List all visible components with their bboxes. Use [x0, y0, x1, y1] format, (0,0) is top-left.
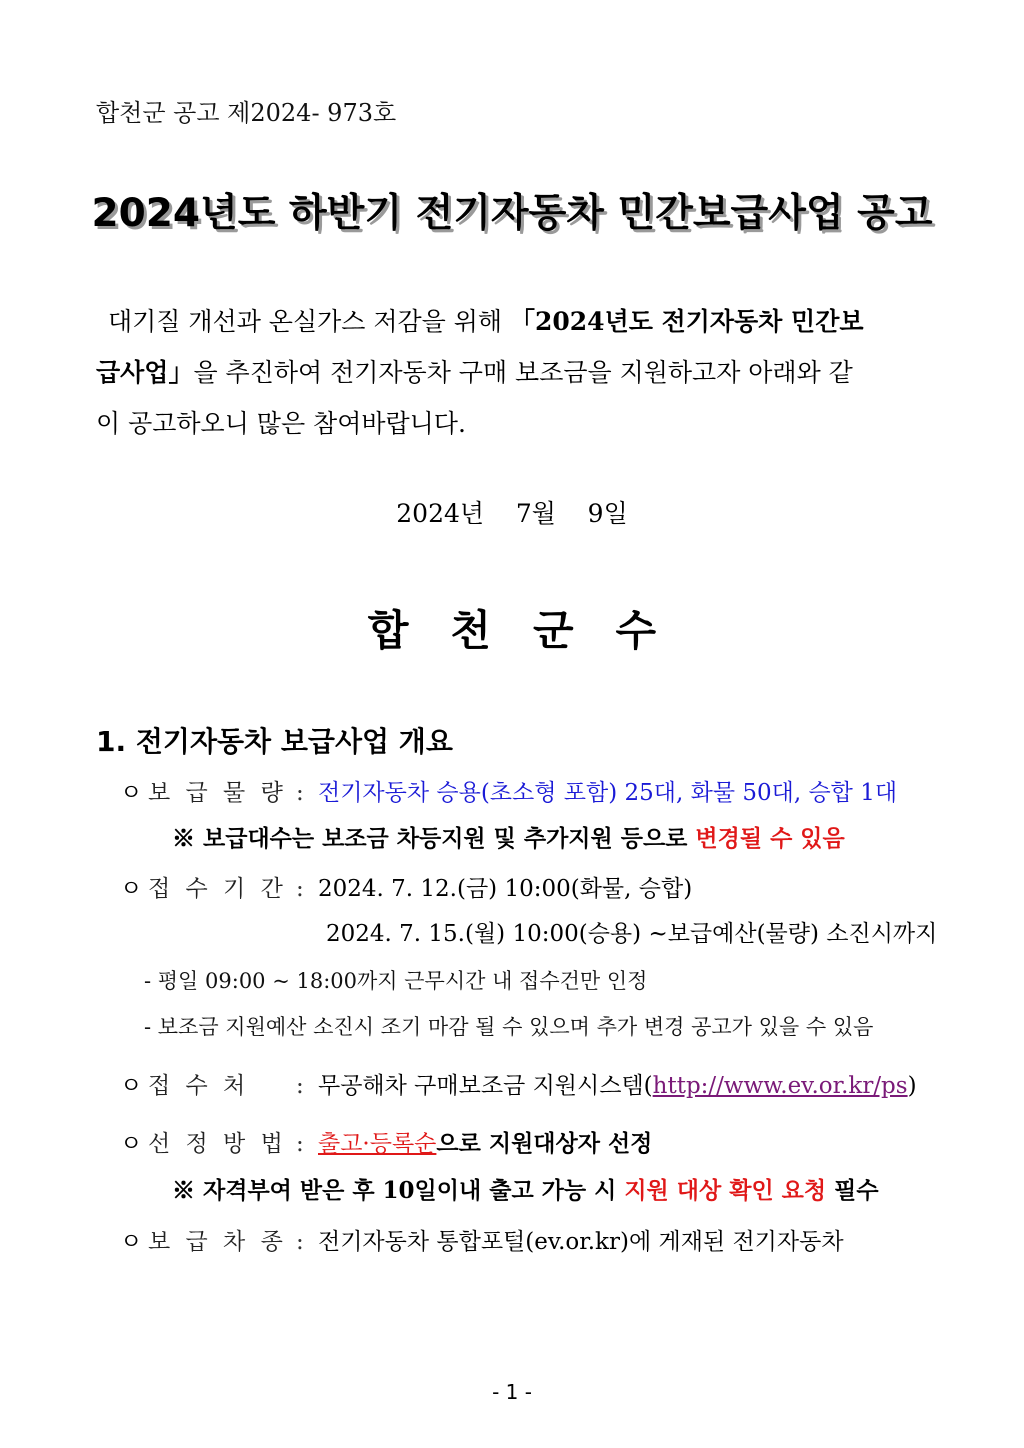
- reception-period-line-2: 2024. 7. 15.(월) 10:00(승용) ~보급예산(물량) 소진시까지: [326, 921, 938, 947]
- signer-name: 합천군수: [367, 606, 699, 655]
- ev-portal-link[interactable]: http://www.ev.or.kr/ps: [652, 1073, 908, 1099]
- intro-line-2: [96, 347, 928, 398]
- bullet-marker: ㅇ: [120, 780, 143, 806]
- supply-quantity-label: 보 급 물 량: [148, 780, 287, 806]
- reception-period-row: [120, 870, 692, 903]
- selection-method-note: [172, 1172, 879, 1205]
- document-title: 2024년도 하반기 전기자동차 민간보급사업 공고: [91, 191, 933, 236]
- reception-period-label: 접 수 기 간: [148, 876, 287, 902]
- page-number: - 1 -: [492, 1380, 532, 1404]
- colon: :: [296, 1229, 304, 1255]
- supply-note-text: ※ 보급대수는 보조금 차등지원 및 추가지원 등으로: [172, 825, 696, 852]
- supply-quantity-value: 전기자동차 승용(초소형 포함) 25대, 화물 50대, 승합 1대: [318, 780, 898, 806]
- intro-line-2-text: 을 추진하여 전기자동차 구매 보조금을 지원하고자 아래와 같: [193, 358, 853, 387]
- intro-line-1-text: 대기질 개선과 온실가스 저감을 위해: [108, 307, 510, 336]
- supply-quantity-row: [120, 774, 897, 807]
- selection-method-highlight: 출고·등록순: [318, 1131, 437, 1157]
- selection-note-end: 필수: [826, 1177, 879, 1204]
- selection-method-row: [120, 1125, 652, 1158]
- supply-quantity-note: [172, 820, 845, 853]
- vehicle-types-row: [120, 1223, 844, 1256]
- bullet-marker: ㅇ: [120, 1131, 143, 1157]
- reception-period-line-1: 2024. 7. 12.(금) 10:00(화물, 승합): [318, 876, 693, 902]
- reception-place-label: 접 수 처: [148, 1073, 250, 1099]
- intro-paragraph: [96, 296, 928, 449]
- notice-number: 합천군 공고 제2024- 973호: [96, 99, 397, 127]
- weekday-hours-note: - 평일 09:00 ~ 18:00까지 근무시간 내 접수건만 인정: [144, 969, 648, 993]
- reception-place-row: [120, 1067, 917, 1100]
- selection-note-text: ※ 자격부여 받은 후 10일이내 출고 가능 시: [172, 1177, 625, 1204]
- section-1-heading: 1. 전기자동차 보급사업 개요: [96, 725, 453, 758]
- early-closing-note: - 보조금 지원예산 소진시 조기 마감 될 수 있으며 추가 변경 공고가 있을 수 있음: [144, 1015, 874, 1039]
- colon: :: [296, 1131, 304, 1157]
- colon: :: [296, 876, 304, 902]
- program-name-part-2: 급사업」: [96, 358, 194, 387]
- selection-method-label: 선 정 방 법: [148, 1131, 287, 1157]
- reception-place-text: 무공해차 구매보조금 지원시스템(: [318, 1073, 653, 1099]
- selection-method-text: 으로 지원대상자 선정: [436, 1130, 653, 1157]
- selection-note-highlight: 지원 대상 확인 요청: [624, 1177, 827, 1204]
- program-name-part-1: 「2024년도 전기자동차 민간보: [510, 307, 864, 336]
- bullet-marker: ㅇ: [120, 876, 143, 902]
- colon: :: [296, 780, 304, 806]
- bullet-marker: ㅇ: [120, 1229, 143, 1255]
- bullet-marker: ㅇ: [120, 1073, 143, 1099]
- intro-line-3: 이 공고하오니 많은 참여바랍니다.: [96, 409, 466, 438]
- intro-line-1: [96, 296, 928, 347]
- vehicle-types-label: 보 급 차 종: [148, 1229, 287, 1255]
- colon: :: [296, 1073, 304, 1099]
- supply-note-highlight: 변경될 수 있음: [695, 825, 845, 852]
- reception-place-close: ): [907, 1073, 917, 1099]
- notice-date: 2024년 7월 9일: [396, 499, 628, 528]
- vehicle-types-value: 전기자동차 통합포털(ev.or.kr)에 게재된 전기자동차: [318, 1229, 844, 1255]
